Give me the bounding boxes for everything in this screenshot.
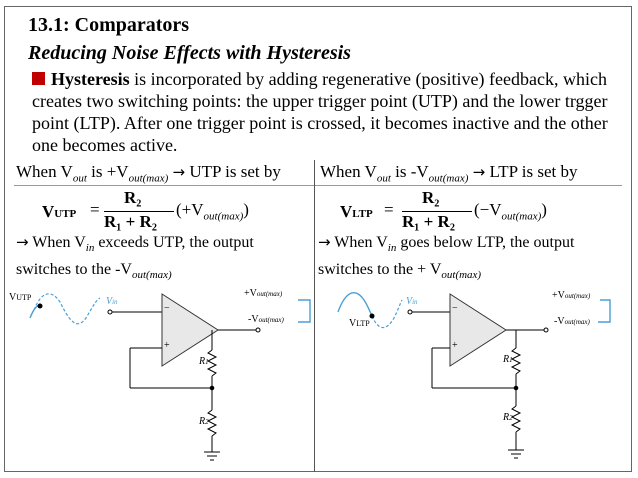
right-vin-label (406, 296, 418, 307)
right-note-2: goes below LTP, the output (396, 234, 575, 251)
left-input-sine-wave (34, 294, 100, 324)
right-when-sub2: out(max) (428, 172, 469, 185)
right-r1-resistor (512, 348, 520, 374)
left-vpos-label (244, 288, 282, 299)
left-eq-paren-sub: out(max) (203, 210, 244, 223)
right-vin-v: V (406, 296, 413, 307)
right-vneg-label (554, 316, 590, 327)
right-vpos-sub: out(max) (564, 292, 591, 300)
right-vltp-v: V (349, 318, 357, 329)
right-arrow-icon: → (472, 163, 486, 181)
right-note-sub: in (387, 242, 397, 255)
left-eq-v-sub: UTP (54, 208, 77, 220)
left-note-1: When V (28, 234, 86, 251)
right-r2-resistor (512, 406, 520, 432)
left-r2-label (199, 416, 209, 427)
right-vltp-label (349, 318, 370, 329)
right-r1-r: R (503, 354, 510, 365)
left-vutp-label (9, 292, 31, 303)
left-eq-denominator: R₁ + R₂ (104, 212, 157, 231)
left-r1-sub: 1 (205, 358, 209, 366)
right-note-sub2: out(max) (441, 269, 482, 282)
right-when-mid: is -V (390, 162, 429, 181)
left-note-3: switches to the -V (16, 261, 132, 279)
right-output-terminal (544, 328, 548, 332)
left-vneg-sub: out(max) (258, 316, 284, 324)
right-vpos-v: +V (552, 290, 565, 301)
right-r2-label (503, 412, 513, 423)
left-r2-r: R (199, 416, 206, 427)
left-when-end: UTP is set by (185, 162, 281, 181)
left-when-prefix: When V (16, 162, 73, 181)
left-output-terminal (256, 328, 260, 332)
left-vneg-v: -V (248, 314, 259, 325)
left-opamp-plus-label: + (164, 340, 170, 351)
left-eq-close: ) (243, 200, 249, 219)
right-opamp-minus-label: − (452, 303, 458, 314)
left-vin-sub: in (112, 298, 118, 306)
left-vutp-v: V (9, 292, 17, 303)
right-note-1: When V (330, 234, 388, 251)
left-r1-r: R (199, 356, 206, 367)
left-r1-resistor (208, 350, 216, 376)
left-note-sub2: out(max) (131, 269, 172, 282)
left-opamp-triangle (162, 294, 218, 366)
left-r2-resistor (208, 410, 216, 436)
right-output-wave (598, 300, 610, 322)
right-vltp-sub: LTP (356, 319, 370, 328)
right-eq-close: ) (541, 200, 547, 219)
right-vneg-v: -V (554, 316, 565, 327)
right-eq-paren-sub: out(max) (501, 210, 542, 223)
left-note-sub: in (85, 242, 95, 255)
slide-title: 13.1: Comparators (28, 14, 190, 36)
left-arrow-icon: → (172, 163, 186, 181)
left-when-mid: is +V (86, 162, 129, 181)
left-vin-label (106, 296, 118, 307)
left-note-2: exceeds UTP, the output (94, 234, 254, 251)
right-when-prefix: When V (320, 162, 377, 181)
right-vin-sub: in (412, 298, 418, 306)
right-eq-denominator: R₁ + R₂ (402, 212, 455, 231)
right-input-sine-dashed (372, 300, 402, 328)
right-r2-r: R (503, 412, 510, 423)
left-input-terminal (108, 310, 112, 314)
right-eq-numerator: R₂ (422, 188, 440, 207)
right-ltp-marker (370, 314, 375, 319)
left-opamp-minus-label: − (164, 303, 170, 314)
left-when-sub: out (72, 172, 87, 185)
left-vutp-sub: UTP (16, 293, 32, 302)
right-when-sub: out (376, 172, 391, 185)
left-eq-paren-text: (+V (176, 200, 204, 219)
right-r1-label (503, 354, 513, 365)
left-vpos-v: +V (244, 288, 257, 299)
right-opamp-plus-label: + (452, 340, 458, 351)
left-eq-v: V (42, 202, 55, 221)
right-opamp-triangle (450, 294, 506, 366)
right-eq-equals: = (384, 200, 394, 219)
intro-text: is incorporated by adding regenerative (positive) feedback, which creates two switching points: the upper trigger point (UTP) and the lower trgger point (LTP). After one trigger point is crossed, it becomes inactive and the other one becomes active. (32, 69, 608, 155)
left-eq-numerator: R₂ (124, 188, 142, 207)
left-vneg-label (248, 314, 284, 325)
right-r1-sub: 1 (509, 356, 513, 364)
left-note-arrow-icon: → (16, 233, 29, 251)
left-output-wave (298, 300, 310, 322)
left-r1-label (199, 356, 209, 367)
right-note-3: switches to the + V (318, 261, 442, 279)
right-eq-paren-text: (−V (474, 200, 502, 219)
left-utp-marker (38, 304, 43, 309)
left-eq-equals: = (90, 200, 100, 219)
right-input-sine-solid (338, 293, 372, 316)
right-r2-sub: 2 (509, 414, 513, 422)
right-note-arrow-icon: → (318, 233, 331, 251)
slide-subtitle: Reducing Noise Effects with Hysteresis (28, 42, 351, 64)
right-vneg-sub: out(max) (564, 318, 590, 326)
right-input-terminal (408, 310, 412, 314)
right-when-end: LTP is set by (485, 162, 578, 181)
left-vin-v: V (106, 296, 113, 307)
left-vpos-sub: out(max) (256, 290, 283, 298)
hysteresis-term: Hysteresis (51, 69, 130, 89)
right-eq-v: V (340, 202, 353, 221)
left-when-sub2: out(max) (128, 172, 169, 185)
right-vpos-label (552, 290, 590, 301)
right-eq-v-sub: LTP (352, 208, 373, 220)
left-r2-sub: 2 (205, 418, 209, 426)
